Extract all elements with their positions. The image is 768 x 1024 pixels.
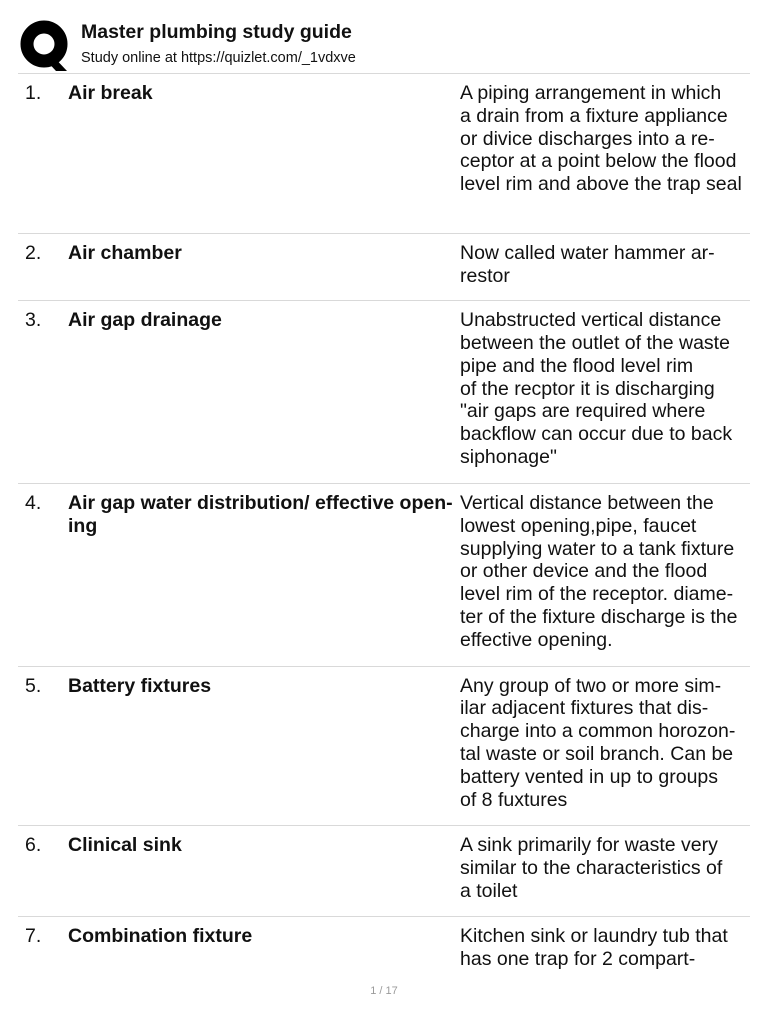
term-row [18,484,750,667]
term-name: Air gap water distribution/ effective open- ing [68,491,453,537]
term-name: Battery fixtures [68,674,212,697]
term-number: 5. [25,674,42,697]
term-number: 3. [25,309,42,332]
term-name: Clinical sink [68,834,182,857]
terms-list [18,74,750,984]
term-row [18,74,750,234]
page-title: Master plumbing study guide [81,21,352,43]
term-definition: Any group of two or more sim- ilar adjacent fixtures that dis- charge into a common horozon- tal waste or soil branch. Can be battery vented in up to groups of 8 fuxtures [460,674,736,811]
term-number: 7. [25,925,42,948]
term-number: 4. [25,491,42,514]
term-number: 1. [25,82,42,104]
term-name: Air gap drainage [68,309,222,332]
study-online-link[interactable]: Study online at https://quizlet.com/_1vdxve [81,50,356,66]
term-number: 6. [25,834,42,857]
term-definition: Vertical distance between the lowest opening,pipe, faucet supplying water to a tank fixture or other device and the flood level rim of the receptor. diame- ter of the fixture discharge is the effective opening. [460,491,738,651]
term-definition: A piping arrangement in which a drain from a fixture appliance or divice discharges into a re- ceptor at a point below the flood level rim and above the trap seal [460,82,742,196]
term-row [18,917,750,983]
page-header [20,18,750,74]
term-definition: Kitchen sink or laundry tub that has one trap for 2 compart- [460,925,728,970]
term-number: 2. [25,241,42,264]
term-row [18,667,750,827]
page-indicator: 1 / 17 [370,985,398,997]
term-row [18,826,750,917]
term-definition: A sink primarily for waste very similar to the characteristics of a toilet [460,834,723,902]
term-definition: Unabstructed vertical distance between the outlet of the waste pipe and the flood level rim of the recptor it is discharging "air gaps are required where backflow can occur due to back siphonage" [460,309,733,468]
term-name: Air chamber [68,241,182,264]
term-name: Air break [68,82,153,104]
term-definition: Now called water hammer ar- restor [460,241,715,287]
term-name: Combination fixture [68,925,253,948]
term-row [18,234,750,301]
term-row [18,301,750,484]
quizlet-logo-icon [20,20,70,72]
